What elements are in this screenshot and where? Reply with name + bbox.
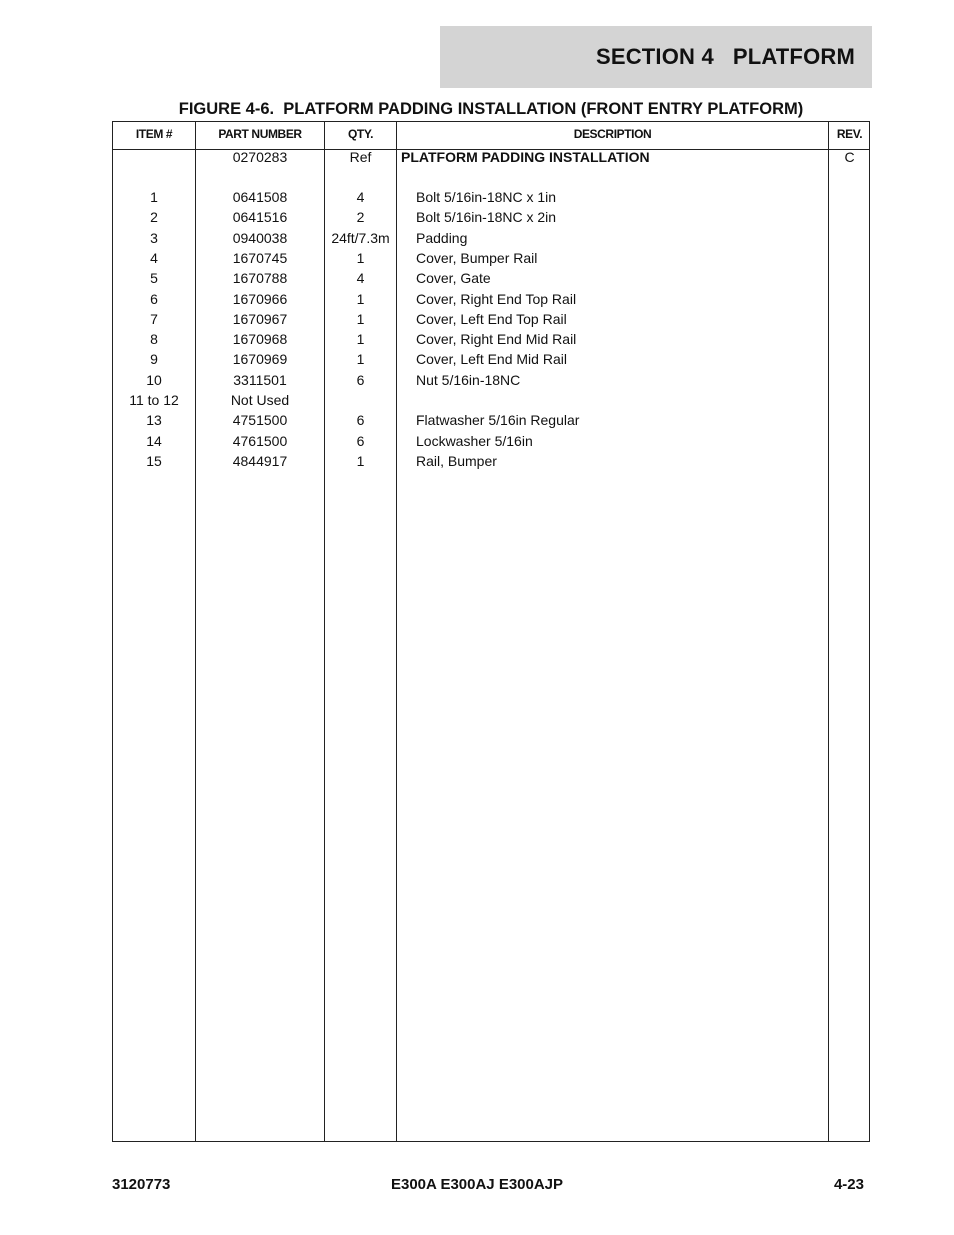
part-number: 4844917 (232, 452, 288, 469)
models: E300A E300AJ E300AJP (390, 1176, 564, 1193)
table-row (113, 329, 869, 349)
item-number: 10 (146, 371, 162, 388)
description: Bolt 5/16in-18NC x 1in (416, 189, 557, 205)
description: Flatwasher 5/16in Regular (416, 412, 580, 429)
header-item: ITEM # (135, 127, 173, 141)
part-number: 1670968 (232, 331, 288, 348)
item-number: 8 (150, 331, 158, 348)
description: Cover, Left End Top Rail (416, 310, 567, 327)
item-number: 13 (146, 412, 162, 429)
header-qty: QTY. (347, 127, 374, 141)
item-number: 2 (150, 209, 158, 226)
description: Cover, Gate (416, 270, 491, 287)
item-number: 1 (150, 189, 158, 205)
doc-number: 3120773 (112, 1176, 171, 1193)
part-number: 4751500 (232, 412, 288, 429)
part-number: 3311501 (233, 371, 287, 388)
description: Bolt 5/16in-18NC x 2in (416, 209, 557, 226)
header-rev: REV. (836, 127, 863, 141)
part-number: 0641508 (232, 189, 288, 205)
qty: 1 (356, 290, 365, 307)
header-description: DESCRIPTION (573, 127, 652, 141)
table-row (113, 370, 869, 390)
part-number: 1670966 (232, 290, 288, 307)
part-number: 0270283 (232, 149, 288, 165)
description: Cover, Right End Top Rail (416, 290, 577, 307)
description: PLATFORM PADDING INSTALLATION (401, 149, 650, 165)
page-number: 4-23 (833, 1176, 864, 1193)
qty: 24ft/7.3m (331, 229, 390, 246)
part-number: 1670967 (232, 310, 288, 327)
table-row (113, 451, 869, 471)
description: Cover, Left End Mid Rail (416, 351, 567, 368)
rev: C (844, 149, 855, 165)
qty: 1 (356, 452, 365, 469)
part-number: 0641516 (232, 209, 288, 226)
header-part-number: PART NUMBER (218, 127, 302, 141)
section-title: SECTION 4 PLATFORM (595, 44, 855, 69)
table-row (113, 207, 869, 227)
item-number: 15 (146, 452, 162, 469)
section-header (440, 26, 872, 88)
description: Rail, Bumper (416, 452, 497, 469)
table-row (113, 187, 869, 207)
description: Cover, Bumper Rail (416, 249, 538, 266)
part-number: 1670788 (232, 270, 288, 287)
table-row (113, 431, 869, 451)
item-number: 5 (150, 270, 158, 287)
qty: 1 (356, 351, 365, 368)
qty: Ref (349, 149, 372, 165)
table-row (113, 228, 869, 248)
part-number: 0940038 (232, 229, 288, 246)
item-number: 9 (150, 351, 158, 368)
description: Padding (416, 229, 468, 246)
description: Nut 5/16in-18NC (416, 371, 521, 388)
item-number: 14 (146, 432, 162, 449)
item-number: 3 (150, 229, 158, 246)
parts-table (112, 121, 870, 1142)
qty: 6 (356, 371, 365, 388)
item-number: 11 to 12 (129, 392, 179, 408)
table-row (113, 309, 869, 329)
qty: 2 (356, 209, 365, 226)
qty: 6 (356, 412, 365, 429)
table-row (113, 349, 869, 369)
description: Lockwasher 5/16in (416, 432, 533, 449)
qty: 6 (356, 432, 365, 449)
table-row (113, 268, 869, 288)
part-number: Not Used (230, 392, 290, 408)
table-row (113, 390, 869, 410)
description: Cover, Right End Mid Rail (416, 331, 577, 348)
qty: 1 (356, 331, 365, 348)
table-row (113, 289, 869, 309)
figure-title: FIGURE 4-6. PLATFORM PADDING INSTALLATION (FRONT ENTRY PLATFORM) (178, 100, 804, 118)
item-number: 6 (150, 290, 158, 307)
table-row (113, 410, 869, 430)
qty: 1 (356, 249, 365, 266)
part-number: 1670745 (232, 249, 288, 266)
part-number: 1670969 (232, 351, 288, 368)
qty: 4 (356, 270, 365, 287)
item-number: 7 (150, 310, 158, 327)
item-number: 4 (150, 249, 158, 266)
assembly-row (113, 147, 869, 167)
qty: 1 (356, 310, 365, 327)
part-number: 4761500 (232, 432, 288, 449)
table-row (113, 248, 869, 268)
qty: 4 (356, 189, 365, 205)
